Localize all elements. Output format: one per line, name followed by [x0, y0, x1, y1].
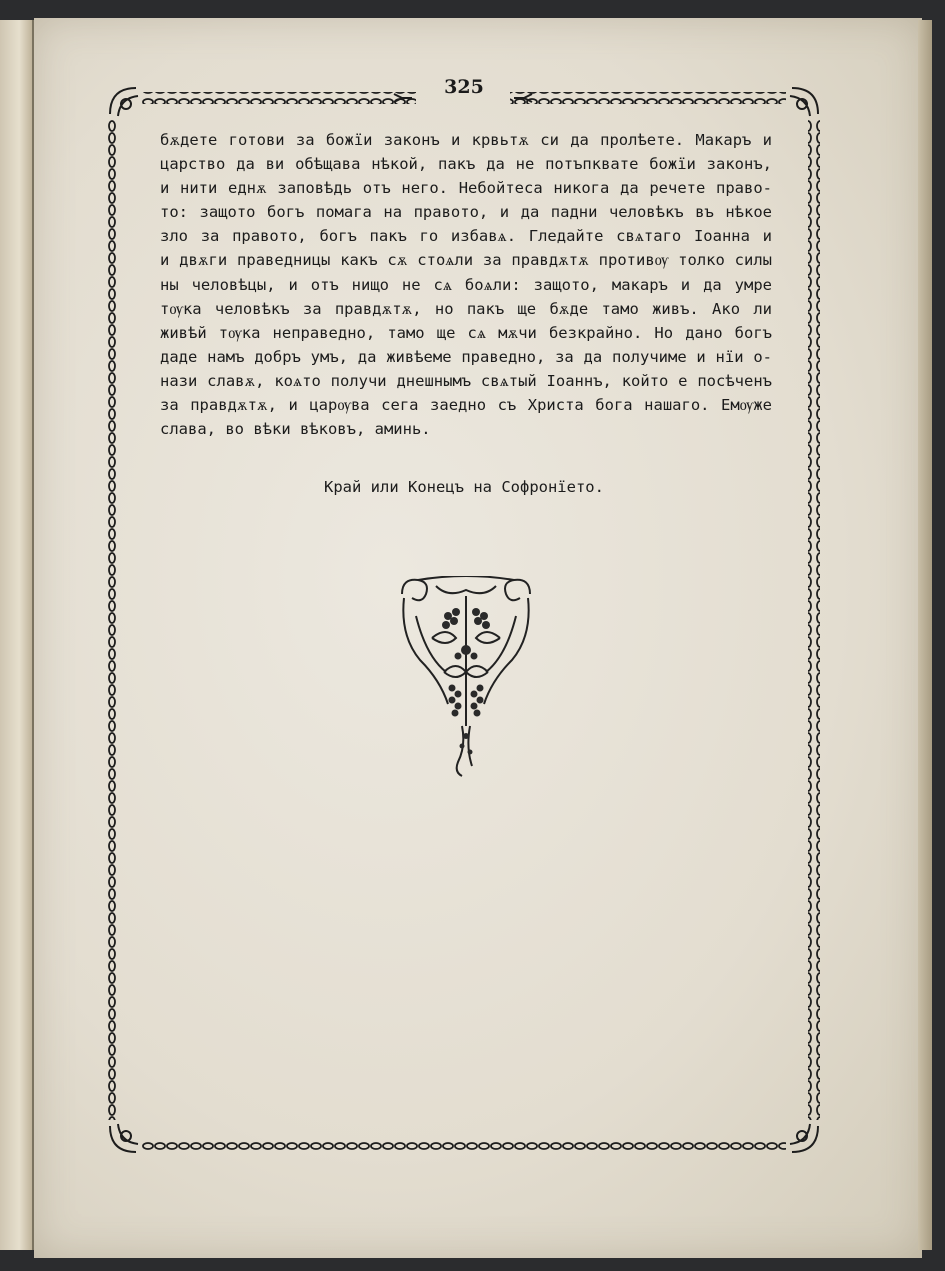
ornamental-frame: [106, 76, 822, 1156]
text-line: царство да ви обѣщава нѣкой, пакъ да не потъпквате божїи законъ,: [160, 155, 772, 174]
text-line: за правдѫтѫ, и царѹва сега заедно съ Христа бога нашаго. Емѹже: [160, 396, 772, 415]
text-line: бѫдете готови за божїи законъ и крвьтѫ си да пролѣете. Макаръ и: [160, 131, 772, 149]
text-line: и нити еднѫ заповѣдь отъ него. Небойтеса никога да речете право-: [160, 179, 772, 198]
end-title: Край или Конецъ на Софронїето.: [324, 478, 604, 496]
text-line: ны человѣцы, и отъ нищо не сѧ боѧли: защото, макаръ и да умре: [160, 275, 772, 294]
text-line: слава, во вѣки вѣковъ, аминь.: [160, 420, 431, 439]
text-line: даде намъ добръ умъ, да живѣеме праведно, за да получиме и нїи о-: [160, 347, 772, 366]
text-line: то: защото богъ помага на правото, и да падни человѣкъ въ нѣкое: [160, 203, 772, 222]
text-line: и двѫги праведницы какъ сѫ стоѧли за правдѫтѫ противѹ толко силы: [160, 251, 772, 270]
floral-tailpiece-icon: [396, 576, 536, 786]
page-fore-edge: [918, 20, 932, 1250]
sermon-text: [160, 128, 772, 441]
page-number: 325: [444, 76, 484, 98]
text-line: живѣй тѹка неправедно, тамо ще сѧ мѫчи безкрайно. Но дано богъ: [160, 323, 772, 342]
text-line: зло за правото, богъ пакъ го избавѧ. Гледайте свѧтаго Іоанна и: [160, 227, 772, 246]
left-page-edge: [0, 20, 34, 1250]
text-line: нази славѫ, коѧто получи днешнымъ свѧтый Іоаннъ, който е посѣченъ: [160, 371, 772, 390]
text-line: тѹка человѣкъ за правдѫтѫ, но пакъ ще бѫде тамо живъ. Ако ли: [160, 299, 772, 318]
